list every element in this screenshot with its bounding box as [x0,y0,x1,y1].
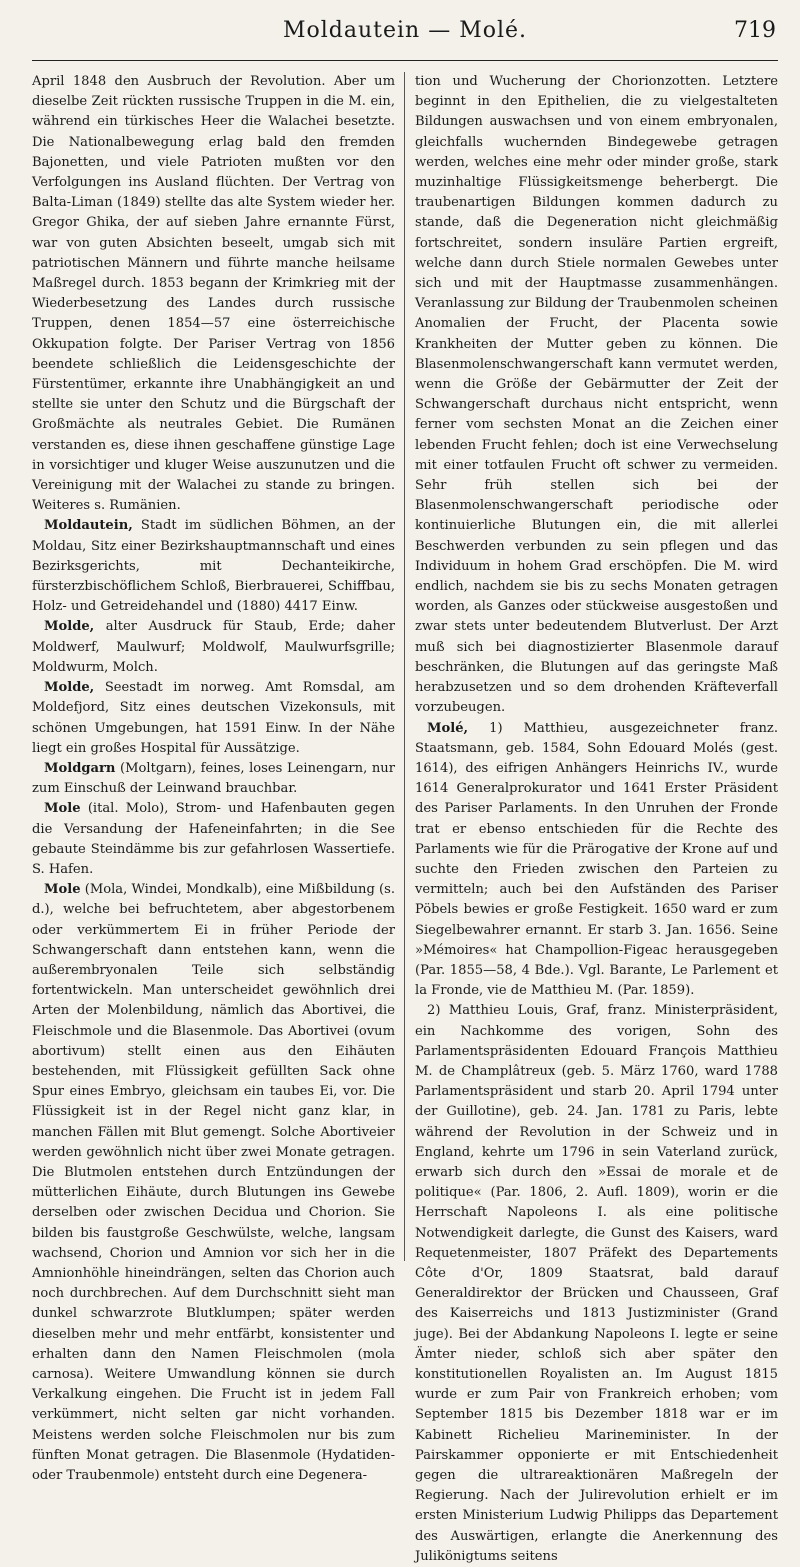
entry-headword: Mole [44,801,81,817]
entry-headword: Molde, [44,619,95,635]
page-header [32,0,778,61]
entry-text: 2) Matthieu Louis, Graf, franz. Ministerpräsident, ein Nachkomme des vorigen, Sohn des Parlamentspräsidenten Edouard François Matthieu M. de Champlâtreux (geb. 5. März 1760, ward 1788 Parlamentspräsident und starb 20. April 1794 unter der Guillotine), geb. 24. Jan. 1781 zu Paris, lebte während der Revolution in der Schweiz und in England, kehrte um 1796 in sein Vaterland zurück, erwarb sich durch den »Essai de morale et de politique« (Par. 1806, 2. Aufl. 1809), worin er die Herrschaft Napoleons I. als eine politische Notwendigkeit darlegte, die Gunst des Kaisers, ward Requetenmeister, 1807 Präfekt des Departements Côte d'Or, 1809 Staatsrat, bald darauf Generaldirektor der Brücken und Chausseen, Graf des Kaiserreichs und 1813 Justizminister (Grand juge). Bei der Abdankung Napoleons I. legte er seine Ämter nieder, schloß sich aber später den konstitutionellen Royalisten an. Im August 1815 wurde er zum Pair von Frankreich erhoben; vom September 1815 bis Dezember 1818 war er im Kabinett Richelieu Marineminister. In der Pairskammer opponierte er mit Entschiedenheit gegen die ultrareaktionären Maßregeln der Regierung. Nach der Julirevolution erhielt er im ersten Ministerium Ludwig Philipps das Departement des Auswärtigen, erlangte die Anerkennung des Julikönigtums seitens [415,1003,778,1564]
entry-text: Stadt im südlichen Böhmen, an der Moldau, Sitz einer Bezirkshauptmannschaft und eines Bezirksgerichts, mit Dechanteikirche, fürsterzbischöflichem Schloß, Bierbrauerei, Schiffbau, Holz- und Getreidehandel und (1880) 4417 Einw. [32,518,395,615]
entry-text: alter Ausdruck für Staub, Erde; daher Moldwerf, Maulwurf; Moldwolf, Maulwurfsgrille; Moldwurm, Molch. [32,619,395,675]
entry-text: April 1848 den Ausbruch der Revolution. Aber um dieselbe Zeit rückten russische Truppen in die M. ein, während ein türkisches Heer die Walachei besetzte. Die Nationalbewegung erlag bald den fremden Bajonetten, und viele Patrioten mußten vor den Verfolgungen ins Ausland flüchten. Der Vertrag von Balta-Liman (1849) stellte das alte System wieder her. Gregor Ghika, der auf sieben Jahre ernannte Fürst, war von guten Absichten beseelt, umgab sich mit patriotischen Männern und führte manche heilsame Maßregel durch. 1853 begann der Krimkrieg mit der Wiederbesetzung des Landes durch russische Truppen, denen 1854—57 eine österreichische Okkupation folgte. Der Pariser Vertrag von 1856 beendete schließlich die Leidensgeschichte der Fürstentümer, erkannte ihre Unabhängigkeit an und stellte sie unter den Schutz und die Bürgschaft der Großmächte als neutrales Gebiet. Die Rumänen verstanden es, diese ihnen geschaffene günstige Lage in vorsichtiger und kluger Weise auszunutzen und die Vereinigung mit der Walachei zu stande zu bringen. Weiteres s. Rumänien. [32,74,395,514]
dictionary-entry [415,72,778,719]
entry-text: tion und Wucherung der Chorionzotten. Letztere beginnt in den Epithelien, die zu vielgestalteten Bildungen auswachsen und von einem embryonalen, gleichfalls wuchernden Bindegewebe getragen werden, welches eine mehr oder minder große, stark muzinhaltige Flüssigkeitsmenge beherbergt. Die traubenartigen Bildungen kommen dadurch zu stande, daß die Degeneration nicht gleichmäßig fortschreitet, sondern insuläre Partien ergreift, welche dann durch Stiele normalen Gewebes unter sich und mit der Hauptmasse zusammenhängen. Veranlassung zur Bildung der Traubenmolen scheinen Anomalien der Frucht, der Placenta sowie Krankheiten der Mutter geben zu können. Die Blasenmolenschwangerschaft kann vermutet werden, wenn die Größe der Gebärmutter der Zeit der Schwangerschaft durchaus nicht entspricht, wenn ferner vom sechsten Monat an die Zeichen einer lebenden Frucht fehlen; doch ist eine Verwechselung mit einer totfaulen Frucht oft schwer zu vermeiden. Sehr früh stellen sich bei der Blasenmolenschwangerschaft periodische oder kontinuierliche Blutungen ein, die mit allerlei Beschwerden verbunden zu sein pflegen und das Individuum in hohem Grad erschöpfen. Die M. wird endlich, nachdem sie bis zu sechs Monaten getragen worden, als Ganzes oder stückweise ausgestoßen und zwar stets unter bedeutendem Blutverlust. Der Arzt muß sich bei diagnostizierter Blasenmole darauf beschränken, die Blutungen auf das geringste Maß herabzusetzen und so dem drohenden Kräfteverfall vorzubeugen. [415,74,778,716]
dictionary-entry [32,880,395,1486]
entry-text: (Moltgarn), feines, loses Leinengarn, nur zum Einschuß der Leinwand brauchbar. [32,760,395,797]
dictionary-entry [32,799,395,880]
right-column [404,72,778,1564]
entry-headword: Molé, [427,720,469,736]
entry-headword: Molde, [44,680,95,696]
dictionary-entry [32,617,395,678]
left-column [32,72,404,1484]
dictionary-entry [415,719,778,1002]
entry-text: (ital. Molo), Strom- und Hafenbauten gegen die Versandung der Hafeneinfahrten; in die See gebaute Steindämme bis zur gefahrlosen Wassertiefe. S. Hafen. [32,801,395,877]
entry-text: 1) Matthieu, ausgezeichneter franz. Staatsmann, geb. 1584, Sohn Edouard Molés (gest. 1614), des eifrigen Anhängers Heinrichs IV., wurde 1614 Generalprokurator und 1641 Erster Präsident des Pariser Parlaments. In den Unruhen der Fronde trat er ebenso entschieden für die Rechte des Parlaments wie für die Prärogative der Krone auf und suchte den Frieden zwischen den Parteien zu vermitteln; auch bei den Aufständen des Pariser Pöbels bewies er große Festigkeit. 1650 ward er zum Siegelbewahrer ernannt. Er starb 3. Jan. 1656. Seine »Mémoires« hat Champollion-Figeac herausgegeben (Par. 1855—58, 4 Bde.). Vgl. Barante, Le Parlement et la Fronde, vie de Matthieu M. (Par. 1859). [415,720,778,999]
entry-text: Seestadt im norweg. Amt Romsdal, am Moldefjord, Sitz eines deutschen Vizekonsuls, mit schönen Umgebungen, hat 1591 Einw. In der Nähe liegt ein großes Hospital für Aussätzige. [32,680,395,756]
entry-headword: Mole [44,882,81,898]
text-columns [32,72,778,1564]
dictionary-entry [32,759,395,799]
page-number: 719 [734,18,776,43]
entry-text: (Mola, Windei, Mondkalb), eine Mißbildung (s. d.), welche bei befruchtetem, aber abgestorbenem oder verkümmertem Ei in früher Periode der Schwangerschaft dann entstehen kann, wenn die außerembryonalen Teile sich selbständig fortentwickeln. Man unterscheidet gewöhnlich drei Arten der Molenbildung, nämlich das Abortivei, die Fleischmole und die Blasenmole. Das Abortivei (ovum abortivum) stellt einen aus den Eihäuten bestehenden, mit Flüssigkeit gefüllten Sack ohne Spur eines Embryo, gleichsam ein taubes Ei, vor. Die Flüssigkeit ist in der Regel nicht ganz klar, in manchen Fällen mit Blut gemengt. Solche Abortiveier werden gewöhnlich nicht über zwei Monate getragen. Die Blutmolen entstehen durch Entzündungen der mütterlichen Eihäute, durch Blutungen ins Gewebe derselben oder zwischen Decidua und Chorion. Sie bilden bis faustgroße Geschwülste, welche, langsam wachsend, Chorion und Amnion vor sich her in die Amnionhöhle hineindrängen, selten das Chorion auch noch durchbrechen. Auf dem Durchschnitt sieht man dunkel schwarzrote Blutklumpen; später werden dieselben mehr und mehr entfärbt, konsistenter und erhalten dann den Namen Fleischmolen (mola carnosa). Weitere Umwandlung können sie durch Verkalkung eingehen. Die Frucht ist in jedem Fall verkümmert, nicht selten gar nicht vorhanden. Meistens werden solche Fleischmolen nur bis zum fünften Monat getragen. Die Blasenmole (Hydatiden- oder Traubenmole) entsteht durch eine Degenera- [32,882,395,1484]
dictionary-entry [32,678,395,759]
dictionary-entry [32,72,395,516]
dictionary-entry [415,1001,778,1567]
running-title: Moldautein — Molé. [282,18,528,43]
dictionary-entry [32,516,395,617]
entry-headword: Moldautein, [44,518,133,534]
entry-headword: Moldgarn [44,760,116,776]
